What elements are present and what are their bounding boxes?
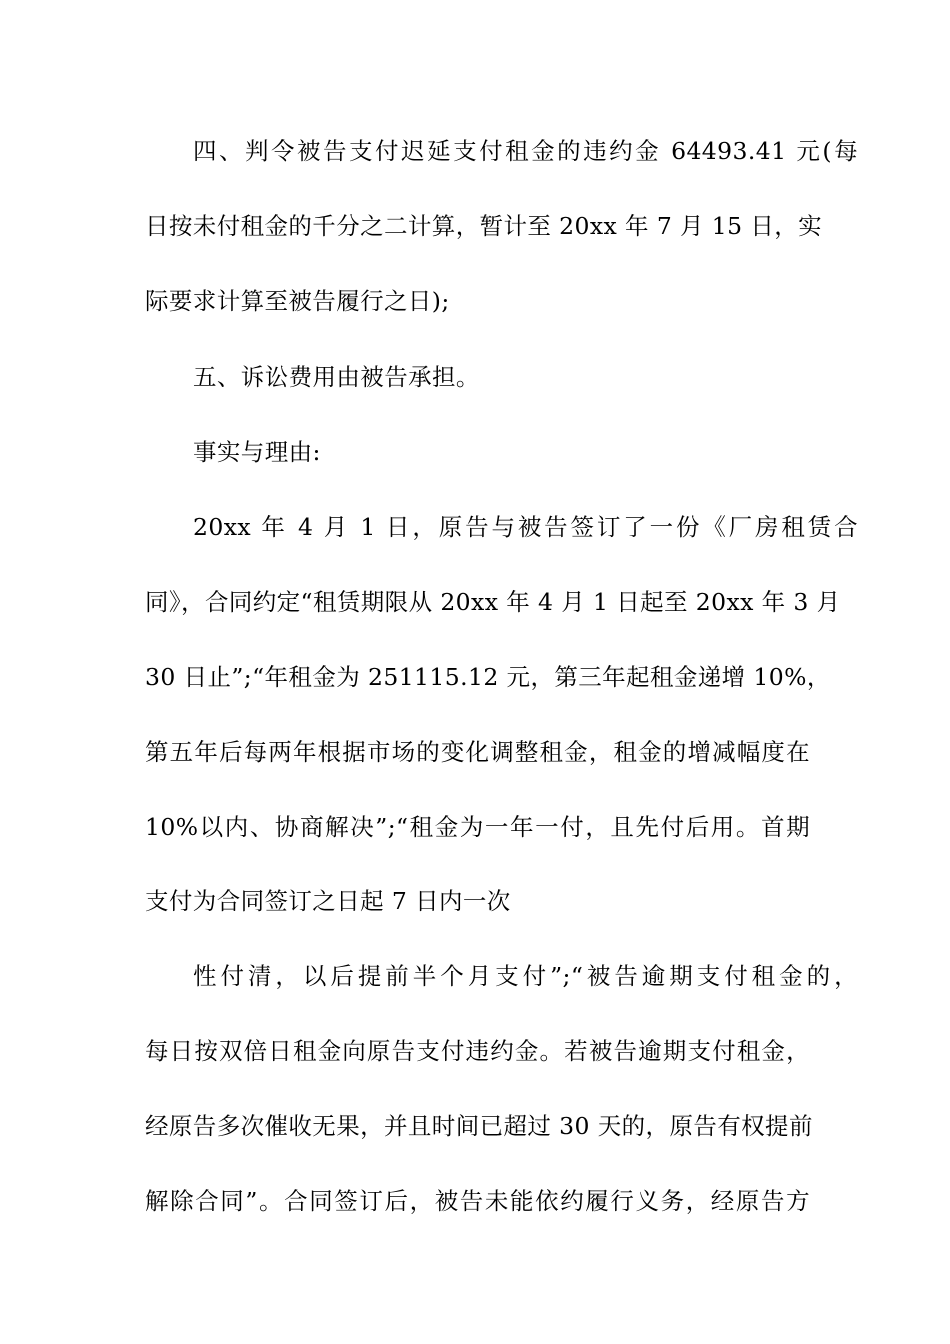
text-line: 四、判令被告支付迟延支付租金的违约金 64493.41 元(每 xyxy=(193,137,858,165)
text-line: 每日按双倍日租金向原告支付违约金。若被告逾期支付租金， xyxy=(145,1037,810,1065)
text-line: 际要求计算至被告履行之日); xyxy=(145,287,450,315)
text-line: 30 日止”;“年租金为 251115.12 元，第三年起租金递增 10%， xyxy=(145,663,831,691)
text-line: 日按未付租金的千分之二计算，暂计至 20xx 年 7 月 15 日，实 xyxy=(145,212,823,240)
text-line: 五、诉讼费用由被告承担。 xyxy=(193,363,480,391)
text-line: 性付清，以后提前半个月支付”;“被告逾期支付租金的， xyxy=(193,962,858,990)
text-line: 解除合同”。合同签订后，被告未能依约履行义务，经原告方 xyxy=(145,1187,810,1215)
text-line: 第五年后每两年根据市场的变化调整租金，租金的增减幅度在 xyxy=(145,738,810,766)
text-line: 10%以内、协商解决”;“租金为一年一付，且先付后用。首期 xyxy=(145,813,810,841)
text-line: 20xx 年 4 月 1 日，原告与被告签订了一份《厂房租赁合 xyxy=(193,513,858,541)
text-line: 事实与理由: xyxy=(193,438,321,466)
text-line: 经原告多次催收无果，并且时间已超过 30 天的，原告有权提前 xyxy=(145,1112,813,1140)
text-line: 同》，合同约定“租赁期限从 20xx 年 4 月 1 日起至 20xx 年 3 月 xyxy=(145,588,841,616)
text-line: 支付为合同签订之日起 7 日内一次 xyxy=(145,887,511,915)
